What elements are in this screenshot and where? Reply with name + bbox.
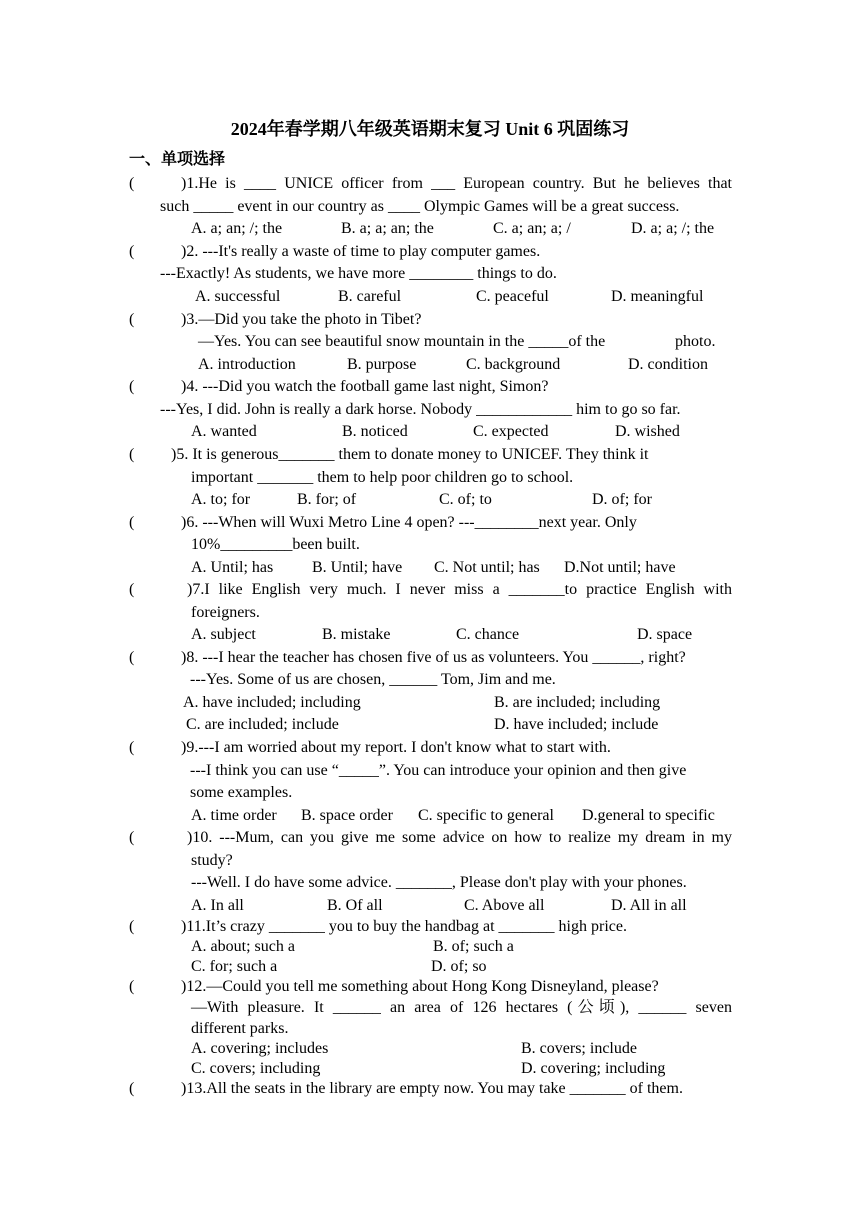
option-a: A. introduction (198, 356, 296, 373)
option-d: D. meaningful (611, 288, 704, 305)
question-stem: )12.—Could you tell me something about Hong Kong Disneyland, please? (181, 978, 659, 995)
option-c: C. covers; including (191, 1060, 321, 1077)
question-stem: photo. (675, 333, 716, 350)
question-stem: )11.It’s crazy _______ you to buy the handbag at _______ high price. (181, 918, 627, 935)
option-c: C. a; an; a; / (493, 220, 571, 237)
option-a: A. successful (195, 288, 281, 305)
question-stem: some examples. (190, 784, 293, 801)
option-b: B. Until; have (312, 559, 403, 576)
option-c: C. expected (473, 423, 549, 440)
option-b: B. purpose (347, 356, 417, 373)
question-stem: such _____ event in our country as ____ Olympic Games will be a great success. (160, 198, 680, 215)
option-d: D. space (637, 626, 693, 643)
question-stem: )6. ---When will Wuxi Metro Line 4 open? ---________next year. Only (181, 514, 637, 531)
question-stem: ---Well. I do have some advice. _______, Please don't play with your phones. (191, 874, 687, 891)
option-c: C. of; to (439, 491, 492, 508)
question-stem: foreigners. (191, 604, 260, 621)
question-stem: )4. ---Did you watch the football game last night, Simon? (181, 378, 549, 395)
option-d: D. a; a; /; the (631, 220, 715, 237)
option-a: A. Until; has (191, 559, 274, 576)
question-stem: ---Yes. Some of us are chosen, ______ Tom, Jim and me. (190, 671, 556, 688)
option-d: D. covering; including (521, 1060, 666, 1077)
option-c: C. peaceful (476, 288, 549, 305)
option-b: B. mistake (322, 626, 391, 643)
question-stem: —With pleasure. It ______ an area of 126 hectares (公顷), ______ seven (191, 999, 732, 1016)
option-b: B. of; such a (433, 938, 514, 955)
option-d: D. wished (615, 423, 680, 440)
question-stem: )7.I like English very much. I never miss a _______to practice English with (187, 581, 732, 598)
option-c: C. Above all (464, 897, 545, 914)
question-stem: ---I think you can use “_____”. You can introduce your opinion and then give (190, 762, 687, 779)
question-stem: different parks. (191, 1020, 289, 1037)
option-c: C. for; such a (191, 958, 278, 975)
option-d: D. All in all (611, 897, 687, 914)
question-stem: ---Yes, I did. John is really a dark horse. Nobody ____________ him to go so far. (160, 401, 681, 418)
question-stem: important _______ them to help poor children go to school. (191, 469, 574, 486)
option-b: B. covers; include (521, 1040, 637, 1057)
question-stem: —Yes. You can see beautiful snow mountain in the _____of the (198, 333, 606, 350)
option-d: D. of; so (431, 958, 487, 975)
option-c: C. are included; include (186, 716, 339, 733)
option-a: A. In all (191, 897, 244, 914)
option-a: A. have included; including (183, 694, 361, 711)
question-stem: 10%_________been built. (191, 536, 360, 553)
option-c: C. background (466, 356, 561, 373)
option-d: D. of; for (592, 491, 652, 508)
option-b: B. Of all (327, 897, 383, 914)
section-heading: 一、单项选择 (129, 151, 226, 168)
option-a: A. wanted (191, 423, 257, 440)
option-b: B. noticed (342, 423, 408, 440)
page-title: 2024年春学期八年级英语期末复习 Unit 6 巩固练习 (230, 119, 630, 139)
option-a: A. a; an; /; the (191, 220, 283, 237)
question-stem: )2. ---It's really a waste of time to play computer games. (181, 243, 541, 260)
option-a: A. subject (191, 626, 256, 643)
option-b: B. are included; including (494, 694, 661, 711)
question-stem: )5. It is generous_______ them to donate money to UNICEF. They think it (171, 446, 649, 463)
question-stem: )10. ---Mum, can you give me some advice on how to realize my dream in my (187, 829, 732, 846)
option-c: C. specific to general (418, 807, 554, 824)
option-a: A. covering; includes (191, 1040, 329, 1057)
option-a: A. to; for (191, 491, 251, 508)
option-c: C. chance (456, 626, 520, 643)
option-c: C. Not until; has (434, 559, 540, 576)
question-stem: )1.He is ____ UNICE officer from ___ European country. But he believes that (181, 175, 732, 192)
question-stem: )8. ---I hear the teacher has chosen five of us as volunteers. You ______, right? (181, 649, 686, 666)
option-d: D.Not until; have (564, 559, 676, 576)
option-b: B. for; of (297, 491, 357, 508)
option-b: B. a; a; an; the (341, 220, 434, 237)
option-d: D. condition (628, 356, 708, 373)
option-a: A. time order (191, 807, 277, 824)
option-b: B. careful (338, 288, 402, 305)
option-b: B. space order (301, 807, 393, 824)
option-d: D.general to specific (582, 807, 715, 824)
question-stem: ---Exactly! As students, we have more ________ things to do. (160, 265, 557, 282)
question-stem: )13.All the seats in the library are empty now. You may take _______ of them. (181, 1080, 683, 1097)
option-a: A. about; such a (191, 938, 295, 955)
question-stem: study? (191, 852, 233, 869)
question-stem: )3.—Did you take the photo in Tibet? (181, 311, 422, 328)
option-d: D. have included; include (494, 716, 659, 733)
question-stem: )9.---I am worried about my report. I don't know what to start with. (181, 739, 611, 756)
